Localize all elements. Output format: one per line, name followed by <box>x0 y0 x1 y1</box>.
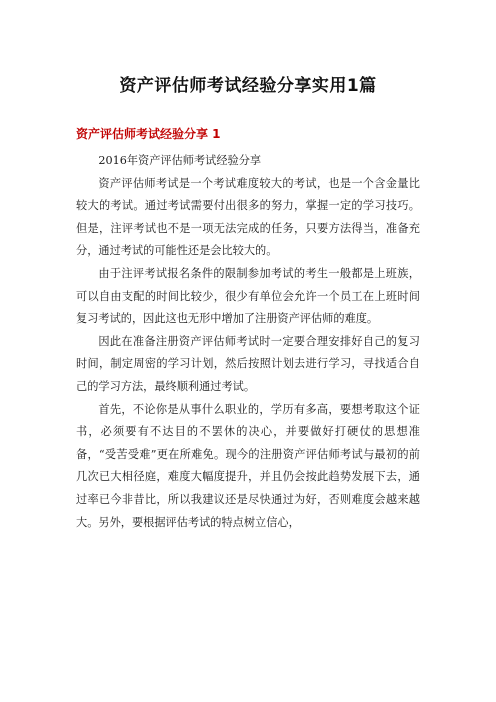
section-heading: 资产评估师考试经验分享 1 <box>76 127 221 141</box>
paragraph-subtitle: 2016年资产评估师考试经验分享 <box>98 154 262 167</box>
paragraph: 资产评估师考试是一个考试难度较大的考试，也是一个含金量比较大的考试。通过考试需要付出很多的努力，掌握一定的学习技巧。但是，注评考试也不是一项无法完成的任务，只要方法得当，准备充分，通过考试的可能性还是会比较大的。 <box>76 176 420 258</box>
paragraph: 由于注评考试报名条件的限制参加考试的考生一般都是上班族，可以自由支配的时间比较少，很少有单位会允许一个员工在上班时间复习考试的，因此这也无形中增加了注册资产评估师的难度。 <box>76 266 420 326</box>
document-title: 资产评估师考试经验分享实用1篇 <box>119 76 377 96</box>
document-body <box>76 150 420 534</box>
paragraph: 因此在准备注册资产评估师考试时一定要合理安排好自己的复习时间，制定周密的学习计划，然后按照计划去进行学习，寻找适合自己的学习方法，最终顺利通过考试。 <box>76 334 420 393</box>
paragraph: 首先，不论你是从事什么职业的，学历有多高，要想考取这个证书，必须要有不达目的不罢休的决心，并要做好打硬仗的思想准备，“受苦受难”更在所难免。现今的注册资产评估师考试与最初的前几次已大相径庭，难度大幅度提升，并且仍会按此趋势发展下去，通过率已今非昔比，所以我建议还是尽快通过为好，否则难度会越来越大。另外，要根据评估考试的特点树立信心， <box>76 402 420 529</box>
